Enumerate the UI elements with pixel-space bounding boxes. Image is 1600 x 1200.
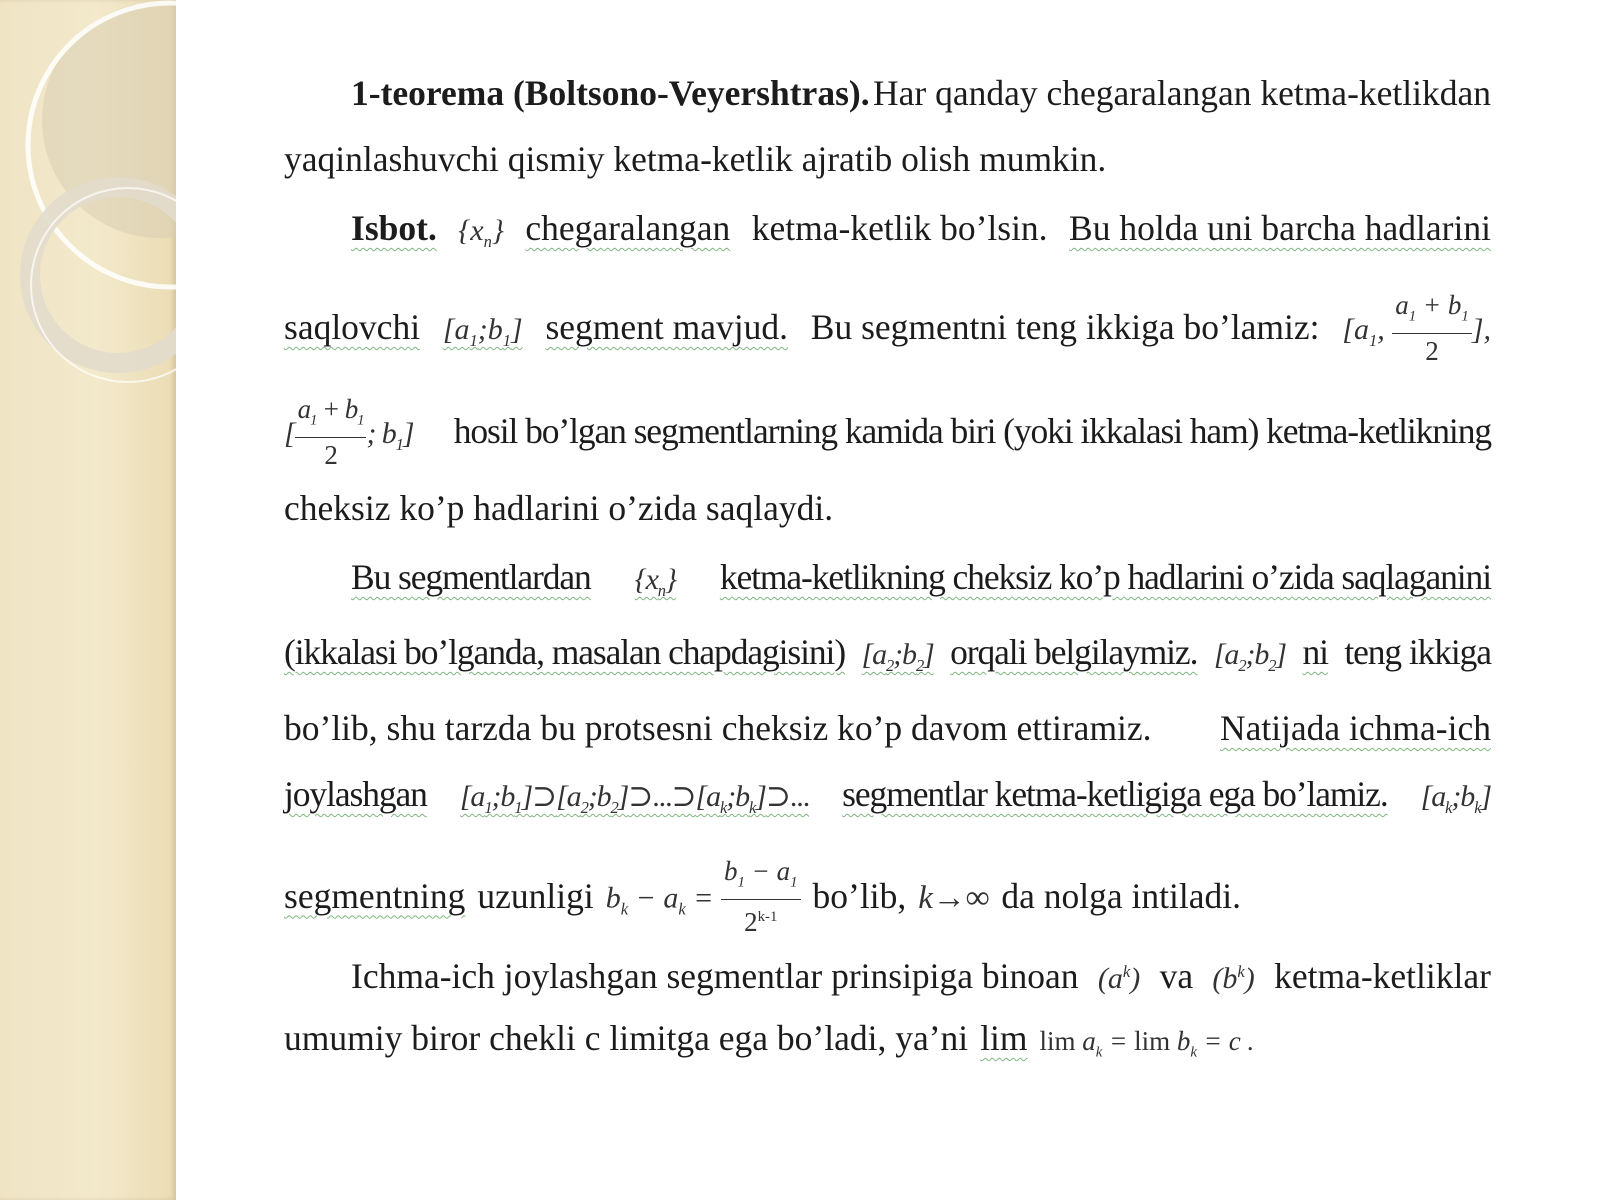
theorem-label: 1-teorema (Boltsono-Veyershtras). <box>351 73 870 113</box>
limit-k-infinity: k→∞ <box>918 879 990 916</box>
proof-line-4 <box>284 483 1491 533</box>
proof-text: cheksiz ko’p hadlarini o’zida saqlaydi. <box>284 488 834 528</box>
proof-text: segmentning <box>284 875 466 916</box>
proof-text: ketma-ketlikning cheksiz ko’p hadlarini o’zida saqlaganini <box>719 557 1491 597</box>
proof-text: Ichma-ich joylashgan segmentlar prinsipiga binoan <box>351 956 1079 996</box>
proof-text: Bu holda uni barcha hadlarini <box>1069 208 1491 248</box>
sequence-bk: $(b^k)$ <box>1212 962 1255 995</box>
proof-text: orqali belgilaymiz. <box>950 632 1198 672</box>
proof-text: bo’lib, <box>812 875 907 916</box>
segment-a2-b2: $[a_2;b_2]$ <box>861 638 934 675</box>
proof-text: ketma-ketliklar <box>1274 956 1491 996</box>
decorative-circles <box>0 0 176 1200</box>
proof-line-5 <box>351 552 1491 602</box>
fraction: $\frac{b_1 - a_1}{2^{k-1}}$ <box>721 854 801 939</box>
proof-text: Bu segmentlardan <box>351 557 591 597</box>
proof-text: bo’lib, shu tarzda bu protsesni cheksiz ko’p davom ettiramiz. <box>284 708 1152 748</box>
theorem-statement-part-2: yaqinlashuvchi qismiy ketma-ketlik ajratib olish mumkin. <box>284 139 1107 179</box>
half-segment-right: [ $\frac{a_1 + b_1}{2}$ ; $b_1$] <box>284 394 414 471</box>
proof-text: ketma-ketlik bo’lsin. <box>751 208 1048 248</box>
proof-line-3 <box>284 394 1491 471</box>
proof-text: lim <box>980 1018 1028 1058</box>
proof-line-9 <box>284 856 1491 938</box>
proof-line-1 <box>351 203 1491 253</box>
proof-text: ni <box>1302 632 1328 672</box>
sequence-xn: $\{x_n\}$ <box>634 563 676 600</box>
proof-line-6 <box>284 627 1491 677</box>
proof-text: Bu segmentni teng ikkiga bo’lamiz: <box>810 307 1320 348</box>
proof-text: saqlovchi <box>284 307 421 348</box>
proof-text: da nolga intiladi. <box>1001 875 1241 916</box>
theorem-line-1 <box>351 68 1491 118</box>
theorem-line-2 <box>284 134 1491 184</box>
segment-a2-b2: $[a_2;b_2]$ <box>1213 638 1286 675</box>
proof-text: teng ikkiga <box>1344 632 1491 672</box>
segment-a1-b1: $[a_1;b_1]$ <box>442 313 523 351</box>
length-formula: $b_k - a_k$ = $\frac{b_1 - a_1}{2^{k-1}}$ <box>606 858 801 943</box>
limit-formula: $\lim a_k = \lim b_k = c$ . <box>1039 1026 1255 1061</box>
proof-text: uzunligi <box>477 875 594 916</box>
proof-text: va <box>1159 956 1194 996</box>
proof-text: Natijada ichma-ich <box>1219 708 1491 748</box>
sequence-xn: $\{x_n\}$ <box>458 214 504 251</box>
theorem-statement-part-1: Har qanday chegaralangan ketma-ketlikdan <box>873 73 1491 113</box>
segment-ak-bk: $[a_k;b_k]$ <box>1420 780 1491 817</box>
proof-text: segmentlar ketma-ketligiga ega bo’lamiz. <box>842 774 1388 814</box>
proof-line-11 <box>284 1013 1491 1063</box>
half-segment-left: [$a_1$, $\frac{a_1 + b_1}{2}$ ], <box>1342 290 1491 367</box>
nested-segments-chain: $[a_1;b_1]⊃[a_2;b_2]⊃...⊃[a_k;b_k]⊃$... <box>459 780 810 817</box>
proof-line-10 <box>351 947 1491 997</box>
proof-text: joylashgan <box>284 774 427 814</box>
proof-text: chegaralangan <box>525 208 731 248</box>
fraction: $\frac{a_1 + b_1}{2}$ <box>1392 288 1472 368</box>
proof-label: Isbot. <box>351 208 437 248</box>
sequence-ak: $(a^k)$ <box>1097 962 1141 995</box>
proof-line-8 <box>284 769 1491 819</box>
proof-line-2 <box>284 290 1491 367</box>
fraction: $\frac{a_1 + b_1}{2}$ <box>295 392 367 472</box>
proof-line-7 <box>284 703 1491 753</box>
proof-text: segment mavjud. <box>545 307 789 348</box>
proof-text: (ikkalasi bo’lganda, masalan chapdagisini) <box>284 632 846 672</box>
proof-text: umumiy biror chekli c limitga ega bo’ladi, ya’ni <box>284 1018 969 1058</box>
proof-text: hosil bo’lgan segmentlarning kamida biri (yoki ikkalasi ham) ketma-ketlikning <box>453 411 1491 452</box>
decorative-sidebar <box>0 0 176 1200</box>
